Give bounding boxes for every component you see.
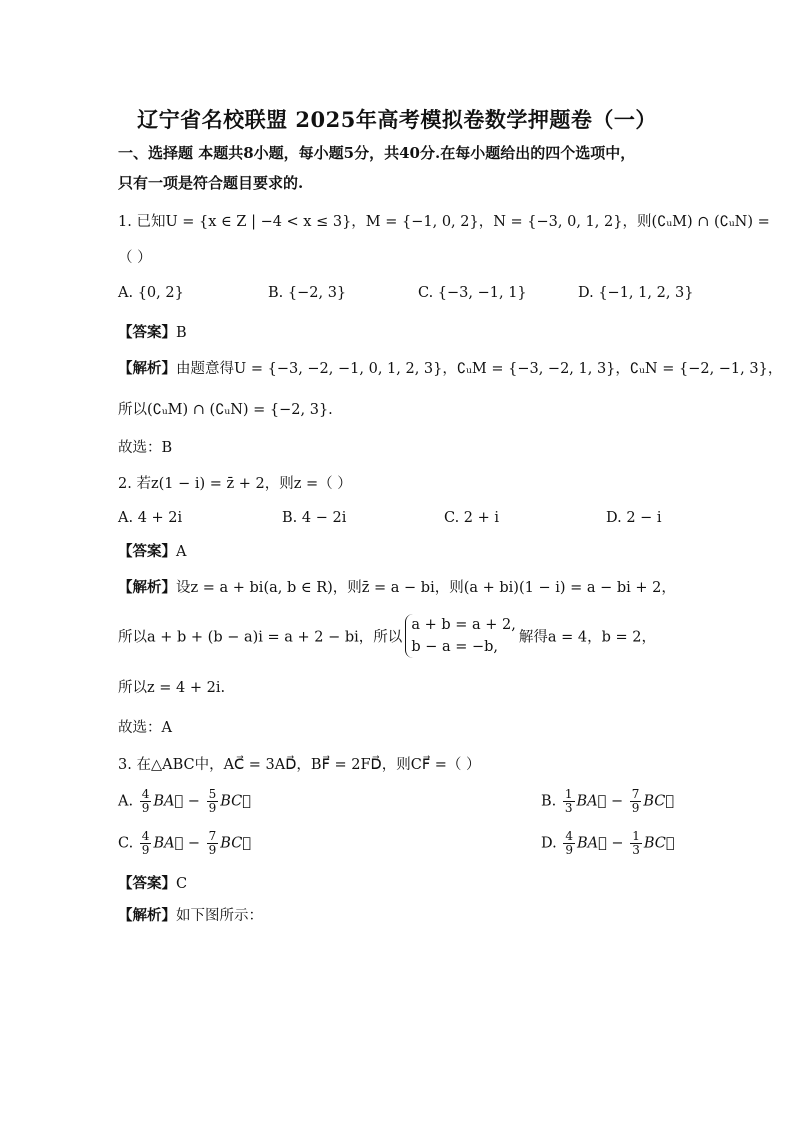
vector-ba: BA⃗	[576, 835, 607, 852]
vector-bc: BC⃗	[643, 835, 675, 852]
section-heading-line-1: 一、选择题 本题共8小题，每小题5分，共40分.在每小题给出的四个选项中，	[118, 144, 636, 162]
q3-answer-value: C	[176, 876, 188, 892]
minus-sign: −	[183, 793, 205, 810]
fraction-denominator: 9	[141, 843, 150, 857]
q2-analysis-text-1: 设z = a + bi(a, b ∈ R)，则z̄ = a − bi，则(a + bi)(1 − i) = a − bi + 2，	[176, 580, 676, 596]
vector-bc: BC⃗	[220, 835, 252, 852]
fraction-denominator: 9	[208, 843, 217, 857]
q3-option-d-label: D.	[541, 835, 557, 852]
q1-answer-label: 【答案】	[118, 324, 176, 341]
q2-answer	[118, 540, 186, 561]
vector-ba: BA⃗	[153, 835, 184, 852]
fraction-numerator: 1	[632, 829, 640, 843]
fraction-denominator: 9	[631, 801, 640, 815]
q1-answer-value: B	[176, 325, 187, 341]
q2-choice: 故选：A	[118, 720, 172, 736]
fraction	[207, 788, 219, 815]
fraction-numerator: 7	[208, 829, 217, 843]
fraction	[207, 830, 219, 857]
q1-stem: 1. 已知U = {x ∈ Z | −4 < x ≤ 3}，M = {−1, 0, 2}，N = {−3, 0, 1, 2}，则(∁ᵤM) ∩ (∁ᵤN) =	[118, 214, 770, 230]
fraction	[140, 788, 152, 815]
fraction	[140, 830, 152, 857]
q3-option-c	[118, 830, 251, 857]
q3-option-c-label: C.	[118, 835, 134, 852]
minus-sign: −	[606, 793, 628, 810]
page-title: 辽宁省名校联盟 2025年高考模拟卷数学押题卷（一）	[137, 107, 657, 132]
fraction-numerator: 7	[631, 787, 640, 801]
q3-analysis-text-1: 如下图所示：	[176, 908, 263, 924]
fraction-numerator: 4	[141, 829, 150, 843]
q2-analysis-1	[118, 576, 676, 597]
fraction	[563, 830, 575, 857]
q2-option-d: D. 2 − i	[606, 510, 662, 526]
q3-option-b	[541, 788, 674, 815]
fraction-numerator: 1	[564, 787, 573, 801]
q1-option-d: D. {−1, 1, 2, 3}	[578, 285, 694, 301]
vector-bc: BC⃗	[220, 793, 251, 810]
q2-option-b: B. 4 − 2i	[282, 510, 347, 526]
minus-sign: −	[183, 835, 205, 852]
vector-ba: BA⃗	[153, 793, 184, 810]
q2-analysis-3: 所以z = 4 + 2i.	[118, 680, 226, 696]
fraction	[630, 788, 642, 815]
fraction-numerator: 4	[565, 829, 573, 843]
fraction-numerator: 5	[208, 787, 217, 801]
q2-option-a: A. 4 + 2i	[118, 510, 183, 526]
q3-option-a	[118, 788, 251, 815]
fraction-denominator: 9	[565, 843, 573, 857]
q3-option-d	[541, 830, 675, 857]
minus-sign: −	[606, 835, 629, 852]
q2-analysis-2-post: 解得a = 4，b = 2，	[518, 629, 656, 646]
q2-stem: 2. 若z(1 − i) = z̄ + 2，则z =（ ）	[118, 476, 352, 492]
q1-answer	[118, 321, 187, 342]
q3-option-a-label: A.	[118, 793, 134, 810]
q1-choice: 故选：B	[118, 440, 173, 456]
vector-ba: BA⃗	[576, 793, 607, 810]
q2-answer-label: 【答案】	[118, 543, 176, 560]
q2-analysis-2-pre: 所以a + b + (b − a)i = a + 2 − bi，所以	[118, 629, 403, 646]
q1-analysis-text-1: 由题意得U = {−3, −2, −1, 0, 1, 2, 3}，∁ᵤM = {−3, −2, 1, 3}，∁ᵤN = {−2, −1, 3}，	[176, 361, 783, 377]
fraction	[563, 788, 575, 815]
section-heading	[118, 138, 678, 198]
q1-option-a: A. {0, 2}	[118, 285, 184, 301]
q2-analysis-label: 【解析】	[118, 579, 176, 596]
fraction-denominator: 3	[632, 843, 640, 857]
fraction-denominator: 9	[208, 801, 217, 815]
equation-system-row-2: b − a = −b,	[411, 639, 499, 655]
q1-paren: （ ）	[118, 250, 152, 266]
q1-analysis-1	[118, 357, 782, 378]
q3-stem: 3. 在△ABC中，AC⃗ = 3AD⃗，BF⃗ = 2FD⃗，则CF⃗ =（ ）	[118, 757, 481, 773]
q2-option-c: C. 2 + i	[444, 510, 500, 526]
q1-option-c: C. {−3, −1, 1}	[418, 285, 527, 301]
q1-analysis-2: 所以(∁ᵤM) ∩ (∁ᵤN) = {−2, 3}.	[118, 402, 333, 418]
q3-option-b-label: B.	[541, 793, 557, 810]
section-heading-line-2: 只有一项是符合题目要求的.	[118, 174, 304, 192]
q1-analysis-label: 【解析】	[118, 360, 176, 377]
equation-system	[405, 614, 516, 658]
q3-answer-label: 【答案】	[118, 875, 176, 892]
fraction	[630, 830, 642, 857]
q3-answer	[118, 872, 187, 893]
q3-analysis-1	[118, 904, 263, 925]
fraction-numerator: 4	[141, 787, 150, 801]
fraction-denominator: 3	[564, 801, 573, 815]
q3-analysis-label: 【解析】	[118, 907, 176, 924]
equation-system-row-1: a + b = a + 2,	[411, 617, 516, 633]
q2-analysis-2	[118, 614, 656, 658]
vector-bc: BC⃗	[643, 793, 675, 810]
fraction-denominator: 9	[141, 801, 150, 815]
q1-option-b: B. {−2, 3}	[268, 285, 347, 301]
q2-answer-value: A	[176, 544, 187, 560]
